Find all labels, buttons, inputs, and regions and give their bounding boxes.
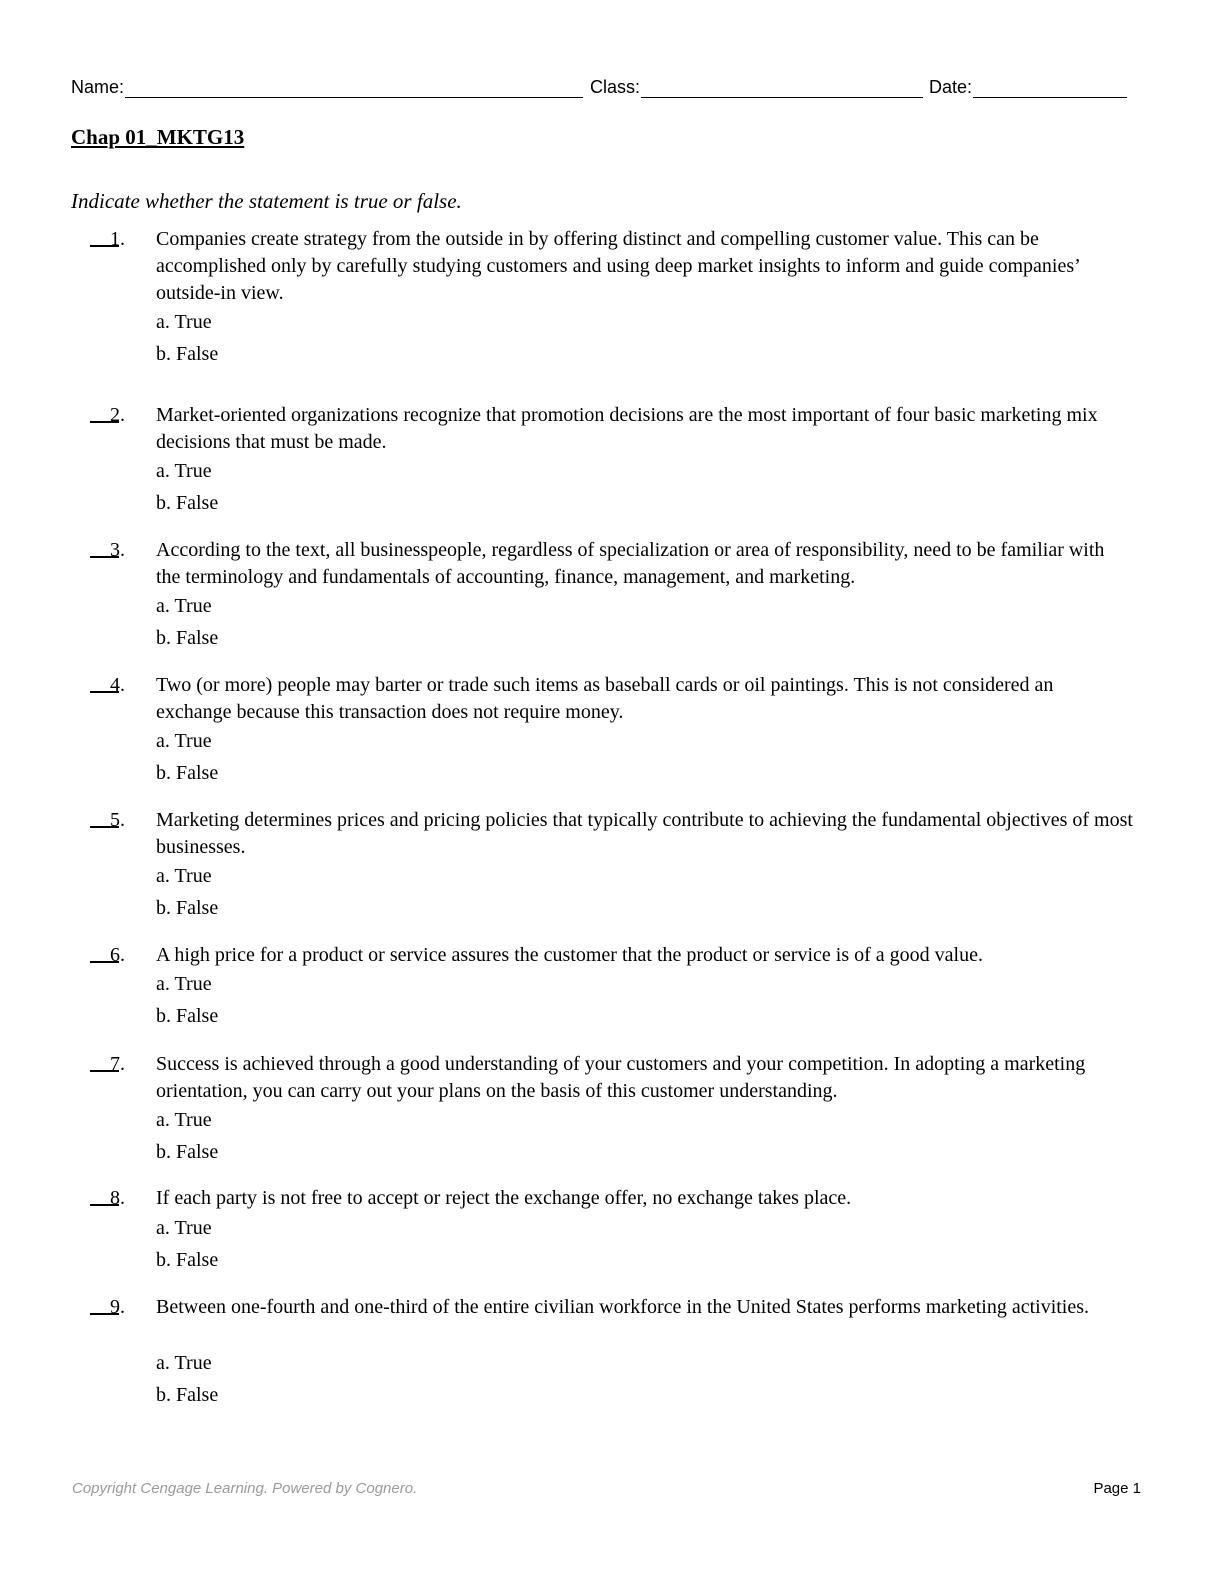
- option-a[interactable]: a. True: [156, 311, 212, 333]
- question-text: If each party is not free to accept or reject the exchange offer, no exchange takes place.: [156, 1187, 852, 1209]
- class-field: [590, 75, 923, 98]
- option-b[interactable]: b. False: [156, 627, 219, 649]
- question-number: 1.: [110, 228, 125, 250]
- question-stem: [110, 402, 1133, 456]
- question-stem: [110, 672, 1133, 726]
- question-text: Marketing determines prices and pricing policies that typically contribute to achieving the fundamental objectives of most businesses.: [156, 809, 1133, 858]
- option-b[interactable]: b. False: [156, 897, 219, 919]
- question-number: 2.: [110, 404, 125, 426]
- page-number: Page 1: [1093, 1480, 1141, 1497]
- option-b[interactable]: b. False: [156, 1249, 219, 1271]
- question-number: 8.: [110, 1187, 125, 1209]
- class-blank-line[interactable]: [641, 75, 923, 98]
- question-text: Two (or more) people may barter or trade such items as baseball cards or oil paintings. This is not considered an exchange because this transaction does not require money.: [156, 674, 1054, 723]
- section-instructions: Indicate whether the statement is true or false.: [71, 189, 462, 213]
- question-number: 6.: [110, 944, 125, 966]
- class-label: Class:: [590, 77, 641, 97]
- option-b[interactable]: b. False: [156, 762, 219, 784]
- name-label: Name:: [71, 77, 125, 97]
- option-b[interactable]: b. False: [156, 1141, 219, 1163]
- date-label: Date:: [929, 77, 973, 97]
- question-text: Market-oriented organizations recognize that promotion decisions are the most important of four basic marketing mix decisions that must be made.: [156, 404, 1098, 453]
- chapter-title: Chap 01_MKTG13: [71, 125, 245, 149]
- date-blank-line[interactable]: [973, 75, 1127, 98]
- question-stem: [110, 1051, 1133, 1105]
- option-a[interactable]: a. True: [156, 595, 212, 617]
- question-stem: [110, 807, 1133, 861]
- date-field: [929, 75, 1127, 98]
- option-b[interactable]: b. False: [156, 1005, 219, 1027]
- question-stem: [110, 537, 1133, 591]
- option-a[interactable]: a. True: [156, 1109, 212, 1131]
- option-a[interactable]: a. True: [156, 973, 212, 995]
- question-number: 4.: [110, 674, 125, 696]
- option-a[interactable]: a. True: [156, 460, 212, 482]
- question-text: According to the text, all businesspeople, regardless of specialization or area of responsibility, need to be familiar with the terminology and fundamentals of accounting, finance, management, and marketing.: [156, 539, 1105, 588]
- question-stem: [110, 942, 1133, 969]
- option-a[interactable]: a. True: [156, 1352, 212, 1374]
- option-b[interactable]: b. False: [156, 1384, 219, 1406]
- question-number: 5.: [110, 809, 125, 831]
- question-number: 3.: [110, 539, 125, 561]
- question-stem: [110, 1294, 1133, 1321]
- question-text: Success is achieved through a good understanding of your customers and your competition. In adopting a marketing orientation, you can carry out your plans on the basis of this customer understanding.: [156, 1053, 1086, 1102]
- question-stem: [110, 1185, 1133, 1212]
- question-text: Companies create strategy from the outside in by offering distinct and compelling customer value. This can be accomplished only by carefully studying customers and using deep market insights to inform and guide companies’ outside-in view.: [156, 228, 1080, 304]
- question-text: A high price for a product or service assures the customer that the product or service is of a good value.: [156, 944, 983, 966]
- question-stem: [110, 226, 1133, 307]
- option-a[interactable]: a. True: [156, 1217, 212, 1239]
- option-a[interactable]: a. True: [156, 730, 212, 752]
- student-info-header: [71, 72, 1141, 98]
- option-a[interactable]: a. True: [156, 865, 212, 887]
- footer-copyright: Copyright Cengage Learning. Powered by Cognero.: [72, 1480, 418, 1497]
- option-b[interactable]: b. False: [156, 492, 219, 514]
- question-number: 7.: [110, 1053, 125, 1075]
- name-blank-line[interactable]: [125, 75, 583, 98]
- question-text: Between one-fourth and one-third of the entire civilian workforce in the United States performs marketing activities.: [156, 1296, 1090, 1318]
- name-field: [71, 75, 583, 98]
- question-number: 9.: [110, 1296, 125, 1318]
- option-b[interactable]: b. False: [156, 343, 219, 365]
